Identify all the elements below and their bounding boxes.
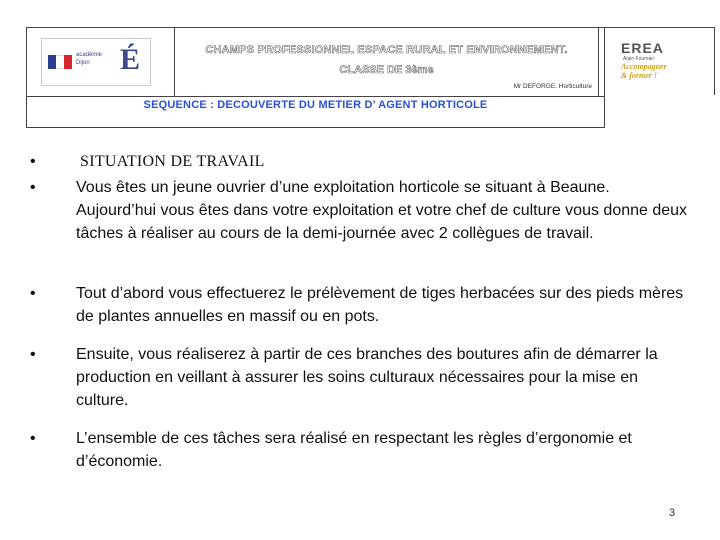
page-title: CHAMPS PROFESSIONNEL ESPACE RURAL ET ENVIRONNEMENT. xyxy=(205,44,568,56)
bullet: • xyxy=(30,430,36,447)
list-item-text: Ensuite, vous réaliserez à partir de ces branches des boutures afin de démarrer la production en veillant à assurer les soins culturaux nécessaires pour la mise en culture. xyxy=(76,346,658,409)
sequence-title: SEQUENCE : DECOUVERTE DU METIER D’ AGENT HORTICOLE xyxy=(143,99,488,111)
academie-e-icon: É xyxy=(119,43,140,76)
erea-name: EREA xyxy=(621,40,664,56)
class-title: CLASSE DE 3ème xyxy=(339,64,434,76)
logo-text: académie Dijon xyxy=(76,52,103,66)
french-flag-icon xyxy=(48,55,72,69)
situation-heading: SITUATION DE TRAVAIL xyxy=(80,153,265,170)
academie-dijon-logo xyxy=(41,38,151,86)
logo-cell xyxy=(27,28,175,96)
erea-slogan: Accompagner & former ! xyxy=(621,62,667,80)
sequence-row xyxy=(27,96,604,127)
title-cell xyxy=(175,28,599,96)
header-box xyxy=(26,27,605,128)
erea-logo xyxy=(619,38,693,84)
bullet: • xyxy=(30,346,36,363)
bullet: • xyxy=(30,153,36,170)
bullet: • xyxy=(30,179,36,196)
bullet: • xyxy=(30,285,36,302)
list-item-text: L’ensemble de ces tâches sera réalisé en respectant les règles d’ergonomie et d’économie. xyxy=(76,430,632,470)
list-item-text: Vous êtes un jeune ouvrier d’une exploitation horticole se situant à Beaune. Aujourd’hui vous êtes dans votre exploitation et votre chef de culture vous donne deux tâches à réaliser au cours de la demi-journée avec 2 collègues de travail. xyxy=(76,179,688,242)
erea-subtitle: Alain Fournier xyxy=(623,56,655,62)
right-logo-cell xyxy=(605,27,715,95)
list-item-text: Tout d’abord vous effectuerez le prélèvement de tiges herbacées sur des pieds mères de plantes annuelles en massif ou en pots. xyxy=(76,285,684,325)
page-number: 3 xyxy=(669,507,676,519)
teacher-label: Mr DEFORGE. Horticulture xyxy=(513,83,592,90)
